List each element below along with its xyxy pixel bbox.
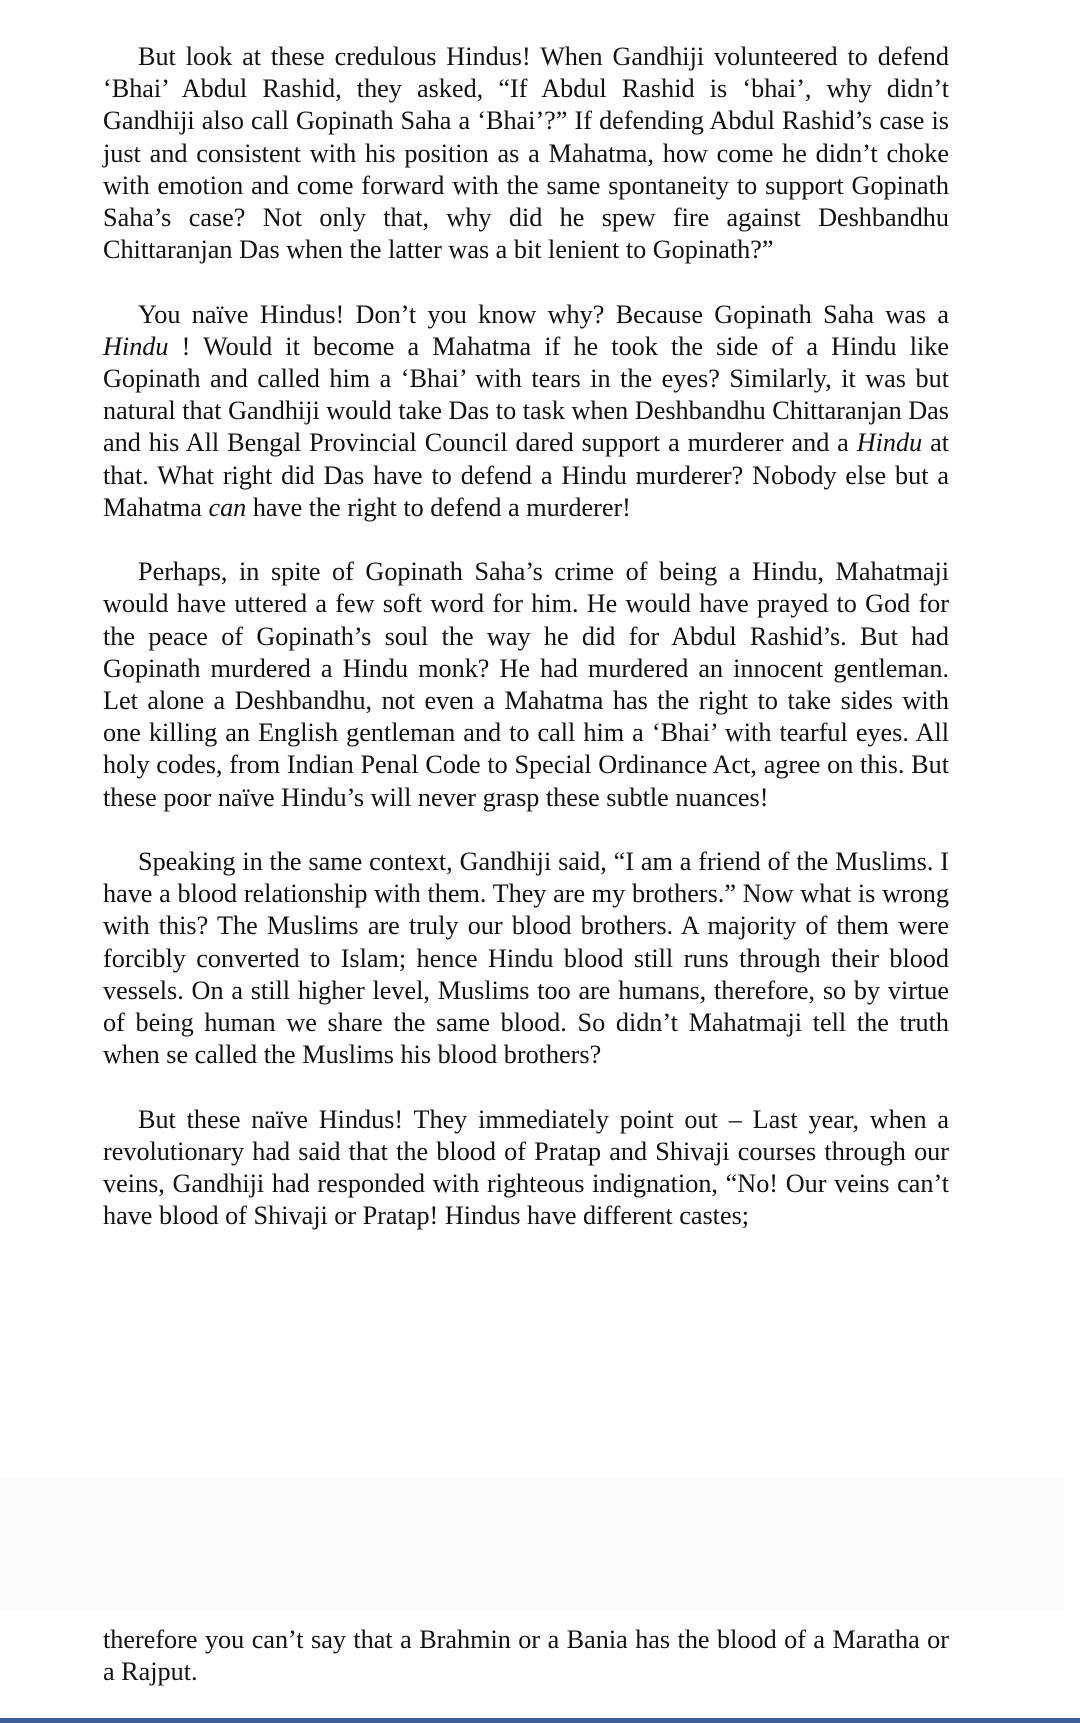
page-edge xyxy=(1065,1478,1080,1723)
paragraph-1-text: But look at these credulous Hindus! When Gandhiji volunteered to defend ‘Bhai’ Abdul Rashid, they asked, “If Abdul Rashid is ‘bhai’, why didn’t Gandhiji also call Gopinath Saha a ‘Bhai’?” If defending Abdul Rashid’s case is just and consistent with his position as a Mahatma, how come he didn’t choke with emotion and come forward with the same spontaneity to support Gopinath Saha’s case? Not only that, why did he spew fire against Deshbandhu Chittaranjan Das when the latter was a bit lenient to Gopinath?” xyxy=(103,42,949,265)
paragraph-2-text: at that. What right did Das have to defend a Hindu murderer? Nobody else but a Mahatma xyxy=(103,428,949,522)
page-break-gap xyxy=(0,1478,1065,1610)
document-body xyxy=(103,41,949,1265)
paragraph-1 xyxy=(103,41,949,266)
paragraph-5 xyxy=(103,1104,949,1233)
paragraph-5-text: But these naïve Hindus! They immediately point out – Last year, when a revolutionary had said that the blood of Pratap and Shivaji courses through our veins, Gandhiji had responded with righteous indignation, “No! Our veins can’t have blood of Shivaji or Pratap! Hindus have different castes; xyxy=(103,1104,949,1231)
paragraph-2-text: You naïve Hindus! Don’t you know why? Because Gopinath Saha was a xyxy=(138,299,949,329)
paragraph-3-text: Perhaps, in spite of Gopinath Saha’s crime of being a Hindu, Mahatmaji would have uttered a few soft word for him. He would have prayed to God for the peace of Gopinath’s soul the way he did for Abdul Rashid’s. But had Gopinath murdered a Hindu monk? He had murdered an innocent gentleman. Let alone a Deshbandhu, not even a Mahatma has the right to take sides with one killing an English gentleman and to call him a ‘Bhai’ with tearful eyes. All holy codes, from Indian Penal Code to Special Ordinance Act, agree on this. But these poor naïve Hindu’s will never grasp these subtle nuances! xyxy=(103,557,949,812)
bottom-rule xyxy=(0,1718,1080,1723)
paragraph-3 xyxy=(103,556,949,814)
paragraph-2-italic-hindu: Hindu xyxy=(856,428,923,458)
paragraph-5-continuation: therefore you can’t say that a Brahmin or a Bania has the blood of a Maratha or a Rajput. xyxy=(103,1625,949,1687)
paragraph-2-italic-can: can xyxy=(208,492,247,522)
paragraph-4-text: Speaking in the same context, Gandhiji said, “I am a friend of the Muslims. I have a blood relationship with them. They are my brothers.” Now what is wrong with this? The Muslims are truly our blood brothers. A majority of them were forcibly converted to Islam; hence Hindu blood still runs through their blood vessels. On a still higher level, Muslims too are humans, therefore, so by virtue of being human we share the same blood. So didn’t Mahatmaji tell the truth when se called the Muslims his blood brothers? xyxy=(103,847,949,1070)
paragraph-2 xyxy=(103,299,949,524)
paragraph-2-text: ! Would it become a Mahatma if he took the side of a Hindu like Gopinath and called him a ‘Bhai’ with tears in the eyes? Similarly, it was but natural that Gandhiji would take Das to task when Deshbandhu Chittaranjan Das and his All Bengal Provincial Council dared support a murderer and a xyxy=(103,331,949,458)
paragraph-2-italic-hindu: Hindu xyxy=(103,331,169,361)
paragraph-4 xyxy=(103,846,949,1071)
paragraph-2-text: have the right to defend a murderer! xyxy=(246,492,631,522)
document-body-continued xyxy=(103,1624,949,1688)
